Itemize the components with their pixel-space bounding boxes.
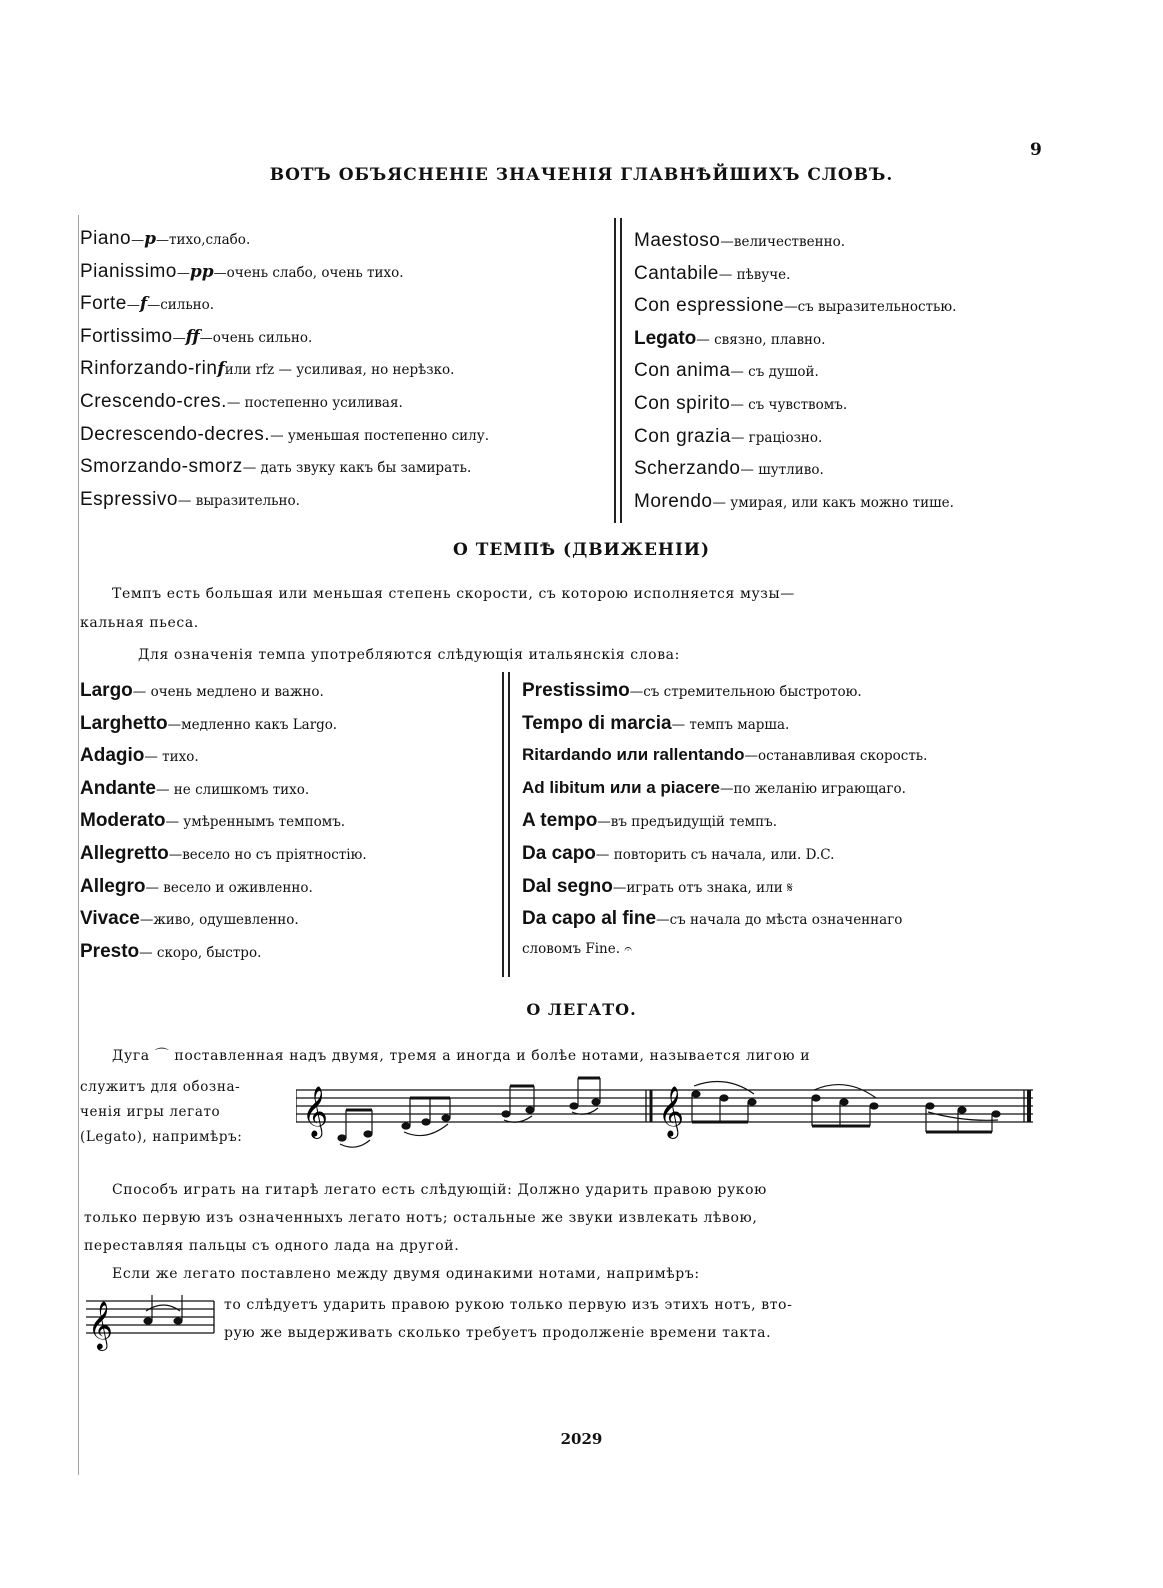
term: Con spirito bbox=[634, 392, 731, 414]
dyn-left-row bbox=[80, 424, 489, 457]
gloss: —по желанію играющаго. bbox=[719, 780, 906, 797]
gloss: — скоро, быстро. bbox=[139, 944, 262, 961]
tempo-right-row bbox=[522, 745, 927, 778]
term: Fortissimo bbox=[80, 325, 173, 347]
legato-method-line: переставляя пальцы съ одного лада на другой. bbox=[84, 1238, 460, 1254]
legato-method-line: Если же легато поставлено между двумя одинакими нотами, напримѣръ: bbox=[112, 1266, 700, 1282]
term: Morendo bbox=[634, 490, 713, 512]
tempo-left-row bbox=[80, 908, 367, 941]
term: Adagio bbox=[80, 745, 145, 767]
gloss: — не слишкомъ тихо. bbox=[156, 781, 310, 798]
tempo-right-row bbox=[522, 713, 927, 746]
dyn-right-row bbox=[634, 426, 956, 459]
text-line: ченія игры легато bbox=[80, 1104, 221, 1120]
gloss: — съ душой. bbox=[730, 364, 819, 381]
term: Pianissimo bbox=[80, 260, 177, 282]
gloss: — шутливо. bbox=[740, 462, 824, 479]
term: Vivace bbox=[80, 908, 140, 930]
term: Da capo bbox=[522, 842, 596, 864]
dynamics-left-column bbox=[80, 228, 489, 521]
gloss: — съ чувствомъ. bbox=[730, 396, 848, 413]
term: Da capo al fine bbox=[522, 908, 657, 930]
gloss: —медленно какъ Largo. bbox=[167, 716, 337, 733]
term: Ritardando или rallentando bbox=[522, 745, 745, 765]
plate-number: 2029 bbox=[560, 1430, 603, 1448]
dyn-left-row: Forte — f — сильно. bbox=[80, 293, 215, 315]
gloss: —съ начала до мѣста означеннаго bbox=[656, 912, 903, 929]
gloss: — граціозно. bbox=[730, 429, 823, 446]
term: Largo bbox=[80, 680, 133, 701]
gloss: —величественно. bbox=[720, 234, 845, 250]
legato-method-line: только первую изъ означенныхъ легато нотъ; остальные же звуки извлекать лѣвою, bbox=[84, 1210, 758, 1226]
tempo-right-row bbox=[522, 843, 927, 876]
gloss: — умирая, или какъ можно тише. bbox=[712, 494, 954, 511]
term: Con anima bbox=[634, 360, 731, 382]
dynamic-mark: pp bbox=[189, 261, 214, 282]
term: Decrescendo-decres. bbox=[80, 423, 271, 445]
treble-clef-icon: 𝄞 bbox=[658, 1086, 685, 1137]
dyn-right-row bbox=[634, 230, 956, 263]
tempo-left-row bbox=[80, 843, 367, 876]
term: Larghetto bbox=[80, 712, 168, 734]
tempo-right-row bbox=[522, 810, 927, 843]
gloss: — постепенно усиливая. bbox=[226, 394, 403, 411]
same-notes-staff bbox=[86, 1285, 216, 1355]
term: Crescendo-cres. bbox=[80, 390, 227, 412]
gloss: сильно. bbox=[160, 297, 215, 314]
term: Legato bbox=[634, 327, 697, 349]
dyn-left-row bbox=[80, 489, 489, 522]
term: Forte bbox=[80, 293, 127, 315]
tempo-right-column bbox=[522, 680, 927, 973]
main-heading: ВОТЪ ОБЪЯСНЕНІЕ ЗНАЧЕНІЯ ГЛАВНѢЙШИХЪ СЛОВЪ. bbox=[269, 165, 894, 185]
tempo-left-row bbox=[80, 778, 367, 811]
dyn-left-row bbox=[80, 456, 489, 489]
term: Piano bbox=[80, 228, 132, 249]
dyn-right-row bbox=[634, 328, 956, 361]
tempo-left-row bbox=[80, 680, 367, 713]
legato-heading: О ЛЕГАТО. bbox=[526, 1000, 637, 1019]
legato-same-line: рую же выдерживать сколько требуетъ продолженіе времени такта. bbox=[224, 1325, 772, 1341]
dyn-left-row bbox=[80, 391, 489, 424]
dynamic-mark: p bbox=[144, 229, 156, 249]
tempo-left-row bbox=[80, 810, 367, 843]
tempo-left-row bbox=[80, 713, 367, 746]
text-line: (Legato), напримѣръ: bbox=[80, 1129, 243, 1145]
gloss: — связно, плавно. bbox=[696, 331, 826, 348]
gloss: — уменьшая постепенно силу. bbox=[270, 427, 489, 444]
gloss: — очень медлено и важно. bbox=[132, 684, 324, 700]
dyn-right-row bbox=[634, 295, 956, 328]
gloss: — повторить съ начала, или. D.C. bbox=[595, 846, 835, 863]
tempo-paragraph-line: Темпъ есть большая или меньшая степень скорости, съ которою исполняется музы— bbox=[112, 586, 795, 602]
term: Presto bbox=[80, 940, 140, 962]
treble-clef-icon: 𝄞 bbox=[302, 1086, 329, 1137]
gloss: — темпъ марша. bbox=[671, 716, 790, 733]
gloss: —живо, одушевленно. bbox=[139, 912, 299, 929]
term: Maestoso bbox=[634, 230, 721, 251]
tempo-paragraph-line: Для означенія темпа употребляются слѣдующія итальянскія слова: bbox=[138, 647, 680, 663]
dyn-left-row: Pianissimo — pp — очень слабо, очень тихо. bbox=[80, 260, 404, 282]
dyn-right-row bbox=[634, 393, 956, 426]
gloss: —съ стремительною быстротою. bbox=[629, 684, 862, 700]
dyn-right-row bbox=[634, 491, 956, 524]
column-divider bbox=[614, 218, 622, 523]
gloss: —играть отъ знака, или 𝄋 bbox=[612, 879, 793, 896]
tempo-left-column bbox=[80, 680, 367, 973]
gloss: очень слабо, очень тихо. bbox=[226, 264, 404, 281]
term: Allegretto bbox=[80, 842, 169, 864]
gloss: — весело и оживленно. bbox=[145, 879, 313, 896]
legato-intro: Дуга ⌒ поставленная надъ двумя, тремя а иногда и болѣе нотами, называется лигою и bbox=[112, 1048, 811, 1064]
tempo-heading: О ТЕМПѢ (ДВИЖЕНІИ) bbox=[452, 540, 711, 560]
dyn-left-row: Fortissimo — ff — очень сильно. bbox=[80, 325, 313, 347]
tempo-right-row bbox=[522, 908, 927, 941]
column-divider bbox=[502, 672, 510, 977]
gloss: — выразительно. bbox=[177, 492, 300, 509]
dyn-left-row: Piano — p — тихо,слабо. bbox=[80, 228, 251, 249]
gloss: — умѣреннымъ темпомъ. bbox=[165, 814, 346, 831]
term: Moderato bbox=[80, 810, 166, 832]
dynamics-right-column bbox=[634, 230, 956, 523]
gloss: — пѣвуче. bbox=[718, 266, 791, 283]
term: Smorzando-smorz bbox=[80, 456, 243, 478]
gloss: — дать звуку какъ бы замирать. bbox=[242, 460, 472, 477]
legato-intro-left bbox=[80, 1075, 242, 1150]
gloss: —съ выразительностью. bbox=[784, 299, 957, 316]
tempo-left-row bbox=[80, 876, 367, 909]
dynamic-mark: f bbox=[217, 359, 225, 380]
gloss: —въ предъидущій темпъ. bbox=[597, 814, 778, 831]
dyn-right-row bbox=[634, 263, 956, 296]
term: Prestissimo bbox=[522, 680, 630, 701]
dyn-left-row bbox=[80, 358, 489, 391]
tempo-right-row bbox=[522, 778, 927, 811]
gloss: словомъ Fine. 𝄐 bbox=[522, 940, 632, 957]
term: A tempo bbox=[522, 810, 598, 832]
term: Con espressione bbox=[634, 295, 785, 317]
tempo-right-row bbox=[522, 876, 927, 909]
legato-example-staff bbox=[296, 1068, 1036, 1148]
term: Espressivo bbox=[80, 488, 178, 510]
term: Con grazia bbox=[634, 425, 731, 447]
tempo-left-row bbox=[80, 941, 367, 974]
term: Rinforzando-rin bbox=[80, 358, 218, 380]
treble-clef-icon: 𝄞 bbox=[88, 1300, 113, 1349]
dynamic-mark: f bbox=[139, 294, 148, 315]
term: Andante bbox=[80, 777, 156, 799]
gloss: очень сильно. bbox=[212, 329, 313, 346]
term: Cantabile bbox=[634, 262, 719, 284]
legato-same-line: то слѣдуетъ ударить правою рукою только первую изъ этихъ нотъ, вто- bbox=[224, 1297, 793, 1313]
margin-rule bbox=[78, 215, 79, 1475]
tempo-paragraph-line: кальная пьеса. bbox=[80, 615, 199, 631]
text-line: служитъ для обозна- bbox=[80, 1079, 241, 1095]
gloss: — тихо. bbox=[144, 749, 199, 766]
dynamic-mark: ff bbox=[185, 326, 200, 347]
gloss: или rfz — усиливая, но нерѣзко. bbox=[224, 362, 455, 379]
gloss: —весело но съ пріятностію. bbox=[168, 846, 367, 863]
term: Ad libitum или a piacere bbox=[522, 777, 720, 797]
tempo-right-row bbox=[522, 680, 927, 713]
gloss: —останавливая скорость. bbox=[744, 748, 928, 765]
term: Tempo di marcia bbox=[522, 712, 672, 734]
term: Scherzando bbox=[634, 458, 741, 480]
term: Dal segno bbox=[522, 875, 613, 897]
tempo-right-row bbox=[522, 941, 927, 974]
gloss: тихо,слабо. bbox=[169, 232, 251, 248]
legato-method-line: Способъ играть на гитарѣ легато есть слѣдующій: Должно ударить правою рукою bbox=[112, 1182, 767, 1198]
dyn-right-row bbox=[634, 360, 956, 393]
page-number: 9 bbox=[1030, 140, 1042, 160]
term: Allegro bbox=[80, 875, 146, 897]
dyn-right-row bbox=[634, 458, 956, 491]
tempo-left-row bbox=[80, 745, 367, 778]
